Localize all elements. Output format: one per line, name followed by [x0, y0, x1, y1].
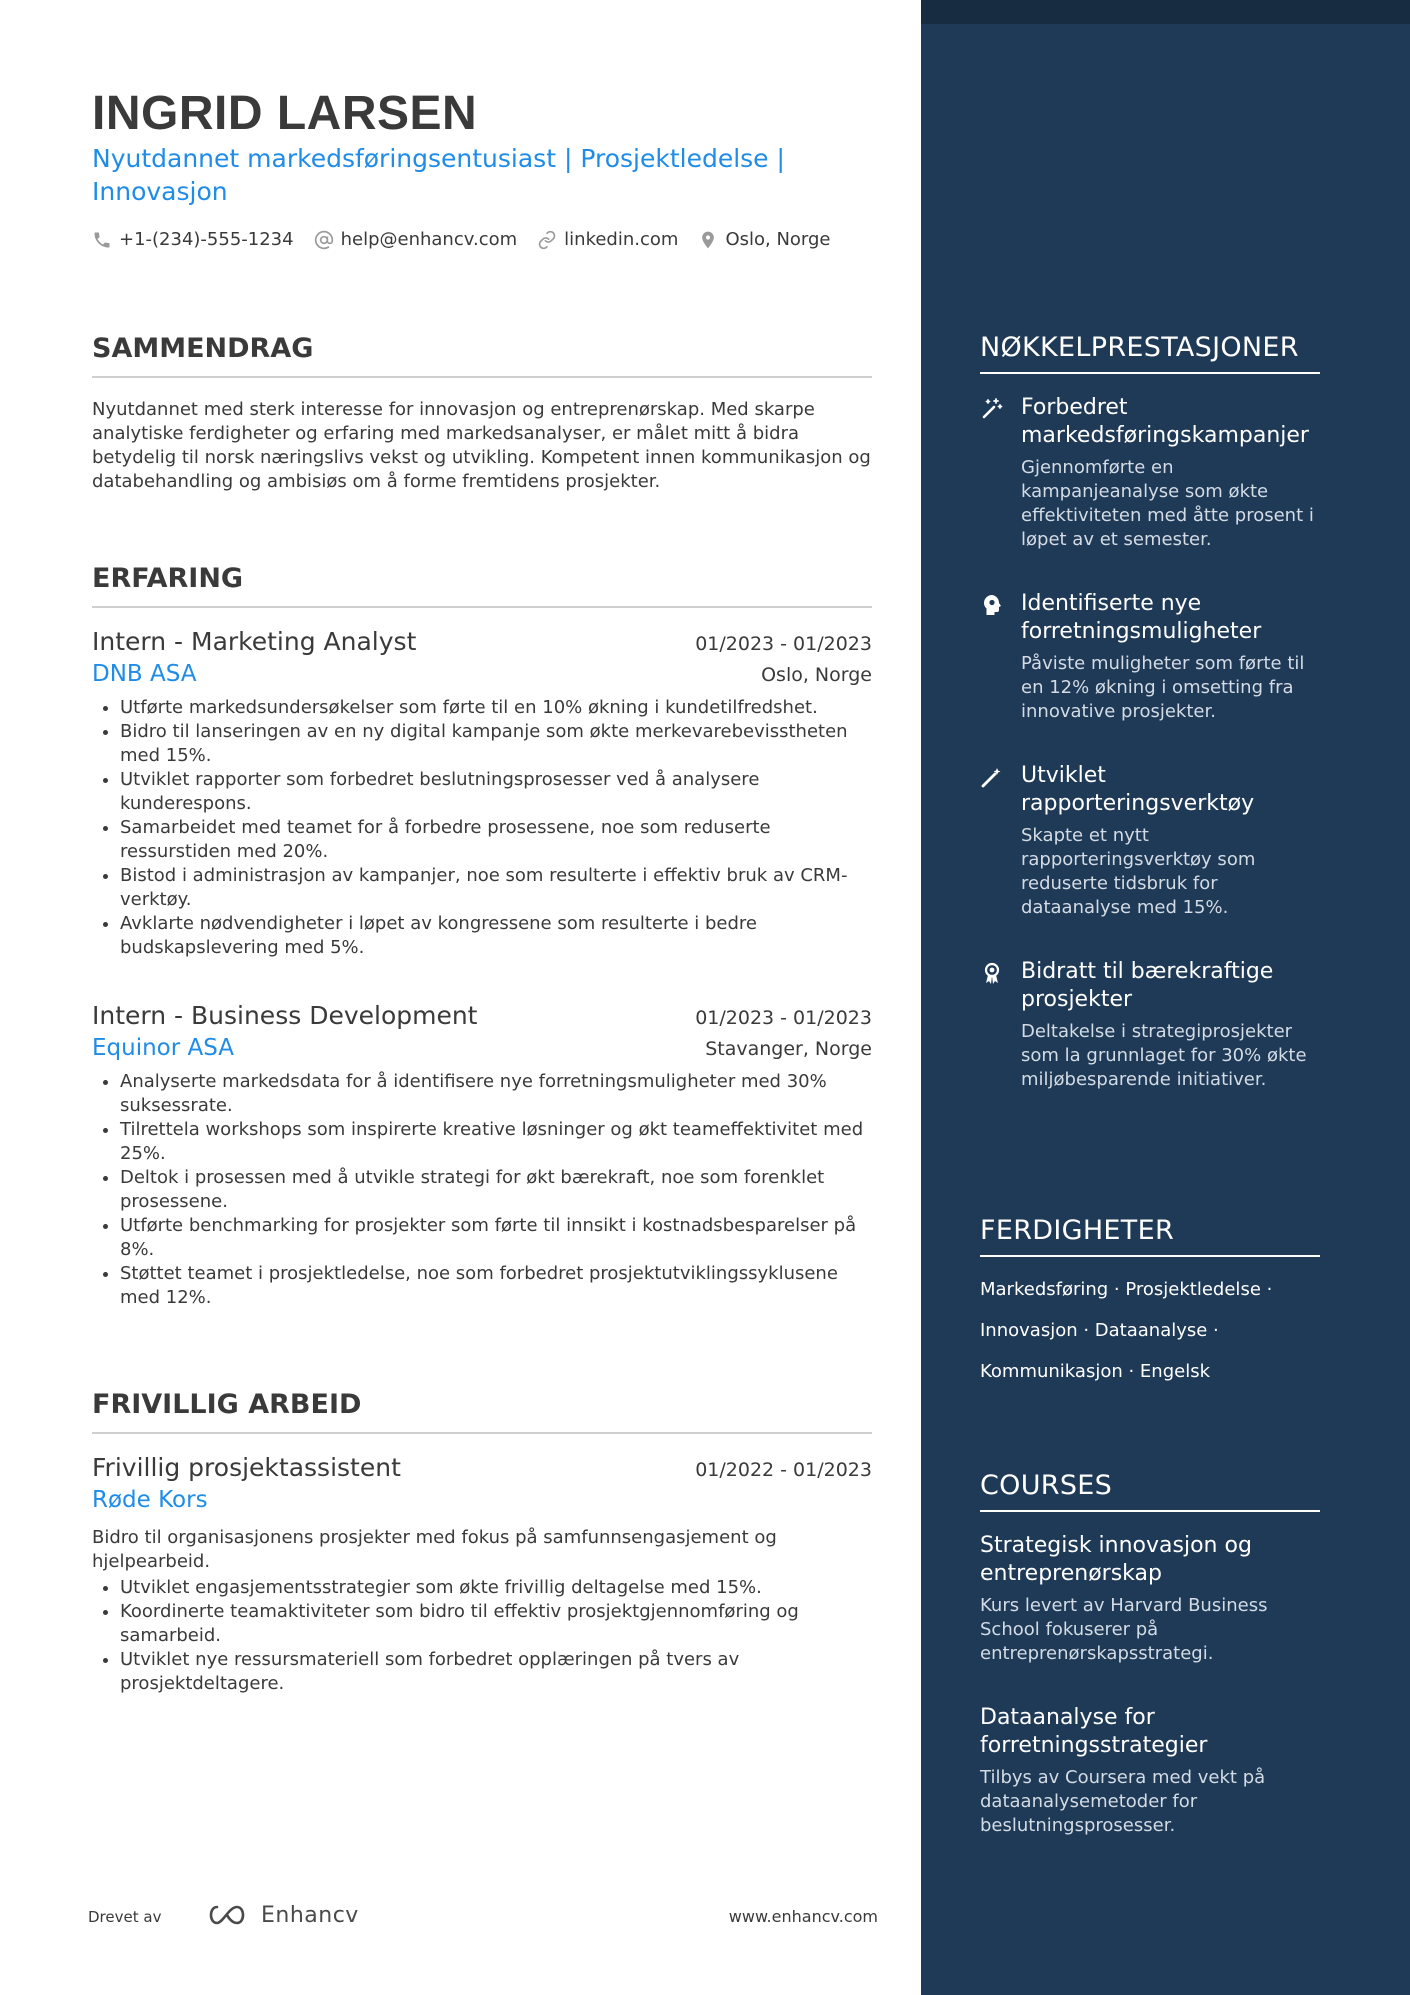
- job-location: Stavanger, Norge: [705, 1038, 872, 1060]
- achievement-title: Forbedret markedsføringskampanjer: [1021, 395, 1309, 448]
- achievement-item: [980, 590, 1320, 724]
- bullet-item: • Avklarte nødvendigheter i løpet av kongressene som resulterte i bedre budskapslevering med 5%.: [120, 912, 872, 960]
- bullet-item: • Tilrettela workshops som inspirerte kreative løsninger og økt teameffektivitet med 25%.: [120, 1118, 872, 1166]
- phone-text: +1-(234)-555-1234: [119, 229, 294, 250]
- skills-section: [980, 1213, 1320, 1392]
- footer: [88, 1902, 878, 1945]
- powered-by-label: Drevet av: [88, 1908, 162, 1926]
- skills-heading: FERDIGHETER: [980, 1213, 1320, 1257]
- contact-phone: [92, 229, 294, 250]
- experience-heading: ERFARING: [92, 561, 872, 608]
- brand-logo[interactable]: [205, 1901, 359, 1929]
- volunteer-title: Frivillig prosjektassistent: [92, 1453, 401, 1482]
- skill-line: Innovasjon · Dataanalyse ·: [980, 1320, 1219, 1341]
- skill-line: Kommunikasjon · Engelsk: [980, 1361, 1210, 1382]
- courses-section: [980, 1468, 1320, 1838]
- achievements-heading: NØKKELPRESTASJONER: [980, 330, 1320, 374]
- achievement-item: [980, 394, 1320, 552]
- contact-linkedin[interactable]: [537, 229, 678, 250]
- job-title: Intern - Business Development: [92, 1001, 478, 1030]
- volunteer-heading: FRIVILLIG ARBEID: [92, 1387, 872, 1434]
- course-desc: Kurs levert av Harvard Business School fokuserer på entreprenørskapsstrategi.: [980, 1595, 1268, 1664]
- course-title: Strategisk innovasjon og entreprenørskap: [980, 1533, 1252, 1586]
- achievement-title: Bidratt til bærekraftige prosjekter: [1021, 959, 1274, 1012]
- summary-section: [92, 331, 872, 494]
- courses-heading: COURSES: [980, 1468, 1320, 1512]
- job-dates: 01/2023 - 01/2023: [695, 633, 872, 655]
- volunteer-organization: Røde Kors: [92, 1487, 208, 1513]
- magic-wand-sparkle-icon: [980, 397, 1004, 421]
- achievement-item: [980, 958, 1320, 1092]
- award-ribbon-icon: [980, 961, 1004, 985]
- magic-wand-icon: [980, 765, 1004, 789]
- contact-bar: [92, 229, 851, 250]
- achievement-desc: Påviste muligheter som førte til en 12% økning i omsetting fra innovative prosjekter.: [1021, 653, 1305, 722]
- sidebar: [921, 0, 1410, 1995]
- bullet-item: • Analyserte markedsdata for å identifisere nye forretningsmuligheter med 30% suksessrate.: [120, 1070, 872, 1118]
- location-pin-icon: [698, 230, 718, 250]
- skill-line: Markedsføring · Prosjektledelse ·: [980, 1279, 1273, 1300]
- bullet-item: • Utførte markedsundersøkelser som førte til en 10% økning i kundetilfredshet.: [120, 696, 872, 720]
- course-item: [980, 1704, 1320, 1838]
- brand-name: Enhancv: [261, 1902, 359, 1928]
- email-text: help@enhancv.com: [340, 229, 518, 250]
- bullet-item: • Samarbeidet med teamet for å forbedre prosessene, noe som reduserte ressurstiden med 20%.: [120, 816, 872, 864]
- bullet-item: • Koordinerte teamaktiviteter som bidro til effektiv prosjektgjennomføring og samarbeid.: [120, 1600, 872, 1648]
- job-entry: [92, 1000, 872, 1310]
- achievements-section: [980, 330, 1320, 1092]
- infinity-logo-icon: [205, 1901, 253, 1929]
- linkedin-text: linkedin.com: [564, 229, 679, 250]
- job-company: Equinor ASA: [92, 1035, 235, 1061]
- bullet-item: • Utviklet rapporter som forbedret beslutningsprosesser ved å analysere kunderespons.: [120, 768, 872, 816]
- achievement-desc: Skapte et nytt rapporteringsverktøy som reduserte tidsbruk for dataanalyse med 15%.: [1021, 825, 1256, 918]
- location-text: Oslo, Norge: [725, 229, 831, 250]
- contact-location: [698, 229, 830, 250]
- course-desc: Tilbys av Coursera med vekt på dataanalysemetoder for beslutningsprosesser.: [980, 1767, 1266, 1836]
- volunteer-section: [92, 1387, 872, 1696]
- candidate-name: INGRID LARSEN: [92, 87, 478, 140]
- link-icon: [537, 230, 557, 250]
- bullet-item: • Bistod i administrasjon av kampanjer, noe som resulterte i effektiv bruk av CRM-verktøy.: [120, 864, 872, 912]
- achievement-desc: Deltakelse i strategiprosjekter som la grunnlaget for 30% økte miljøbesparende initiativer.: [1021, 1021, 1307, 1090]
- bullet-item: • Utviklet engasjementsstrategier som økte frivillig deltagelse med 15%.: [120, 1576, 872, 1600]
- headline: Nyutdannet markedsføringsentusiast | Prosjektledelse | Innovasjon: [92, 144, 785, 206]
- summary-heading: SAMMENDRAG: [92, 331, 872, 378]
- website-link[interactable]: www.enhancv.com: [728, 1907, 878, 1926]
- achievement-desc: Gjennomførte en kampanjeanalyse som økte effektiviteten med åtte prosent i løpet av et semester.: [1021, 457, 1314, 550]
- contact-email[interactable]: [314, 229, 518, 250]
- sidebar-top-band: [921, 0, 1410, 24]
- volunteer-bullets: [92, 1576, 872, 1696]
- course-title: Dataanalyse for forretningsstrategier: [980, 1705, 1208, 1758]
- job-bullets: [92, 1070, 872, 1310]
- achievement-item: [980, 762, 1320, 920]
- volunteer-description: Bidro til organisasjonens prosjekter med fokus på samfunnsengasjement og hjelpearbeid.: [92, 1527, 777, 1572]
- job-bullets: [92, 696, 872, 960]
- achievement-title: Identifiserte nye forretningsmuligheter: [1021, 591, 1262, 644]
- phone-icon: [92, 230, 112, 250]
- skills-list: [980, 1269, 1320, 1392]
- bullet-item: • Deltok i prosessen med å utvikle strategi for økt bærekraft, noe som forenklet prosessene.: [120, 1166, 872, 1214]
- bullet-item: • Utførte benchmarking for prosjekter som førte til innsikt i kostnadsbesparelser på 8%.: [120, 1214, 872, 1262]
- bullet-item: • Bidro til lanseringen av en ny digital kampanje som økte merkevarebevisstheten med 15%.: [120, 720, 872, 768]
- experience-section: [92, 561, 872, 1310]
- head-lightbulb-icon: [980, 593, 1004, 617]
- bullet-item: • Støttet teamet i prosjektledelse, noe som forbedret prosjektutviklingssyklusene med 12%.: [120, 1262, 872, 1310]
- volunteer-entry: [92, 1452, 872, 1696]
- job-dates: 01/2023 - 01/2023: [695, 1007, 872, 1029]
- volunteer-dates: 01/2022 - 01/2023: [695, 1459, 872, 1481]
- achievement-title: Utviklet rapporteringsverktøy: [1021, 763, 1255, 816]
- bullet-item: • Utviklet nye ressursmateriell som forbedret opplæringen på tvers av prosjektdeltagere.: [120, 1648, 872, 1696]
- job-company: DNB ASA: [92, 661, 197, 687]
- job-location: Oslo, Norge: [761, 664, 872, 686]
- job-entry: [92, 626, 872, 960]
- at-sign-icon: [314, 230, 334, 250]
- summary-text: Nyutdannet med sterk interesse for innovasjon og entreprenørskap. Med skarpe analytiske ferdigheter og erfaring med markedsanalyser, er målet mitt å bidra betydelig til norsk næringslivs vekst og utvikling. Kompetent innen kommunikasjon og databehandling og ambisiøs om å forme fremtidens prosjekter.: [92, 399, 871, 492]
- job-title: Intern - Marketing Analyst: [92, 627, 417, 656]
- course-item: [980, 1532, 1320, 1666]
